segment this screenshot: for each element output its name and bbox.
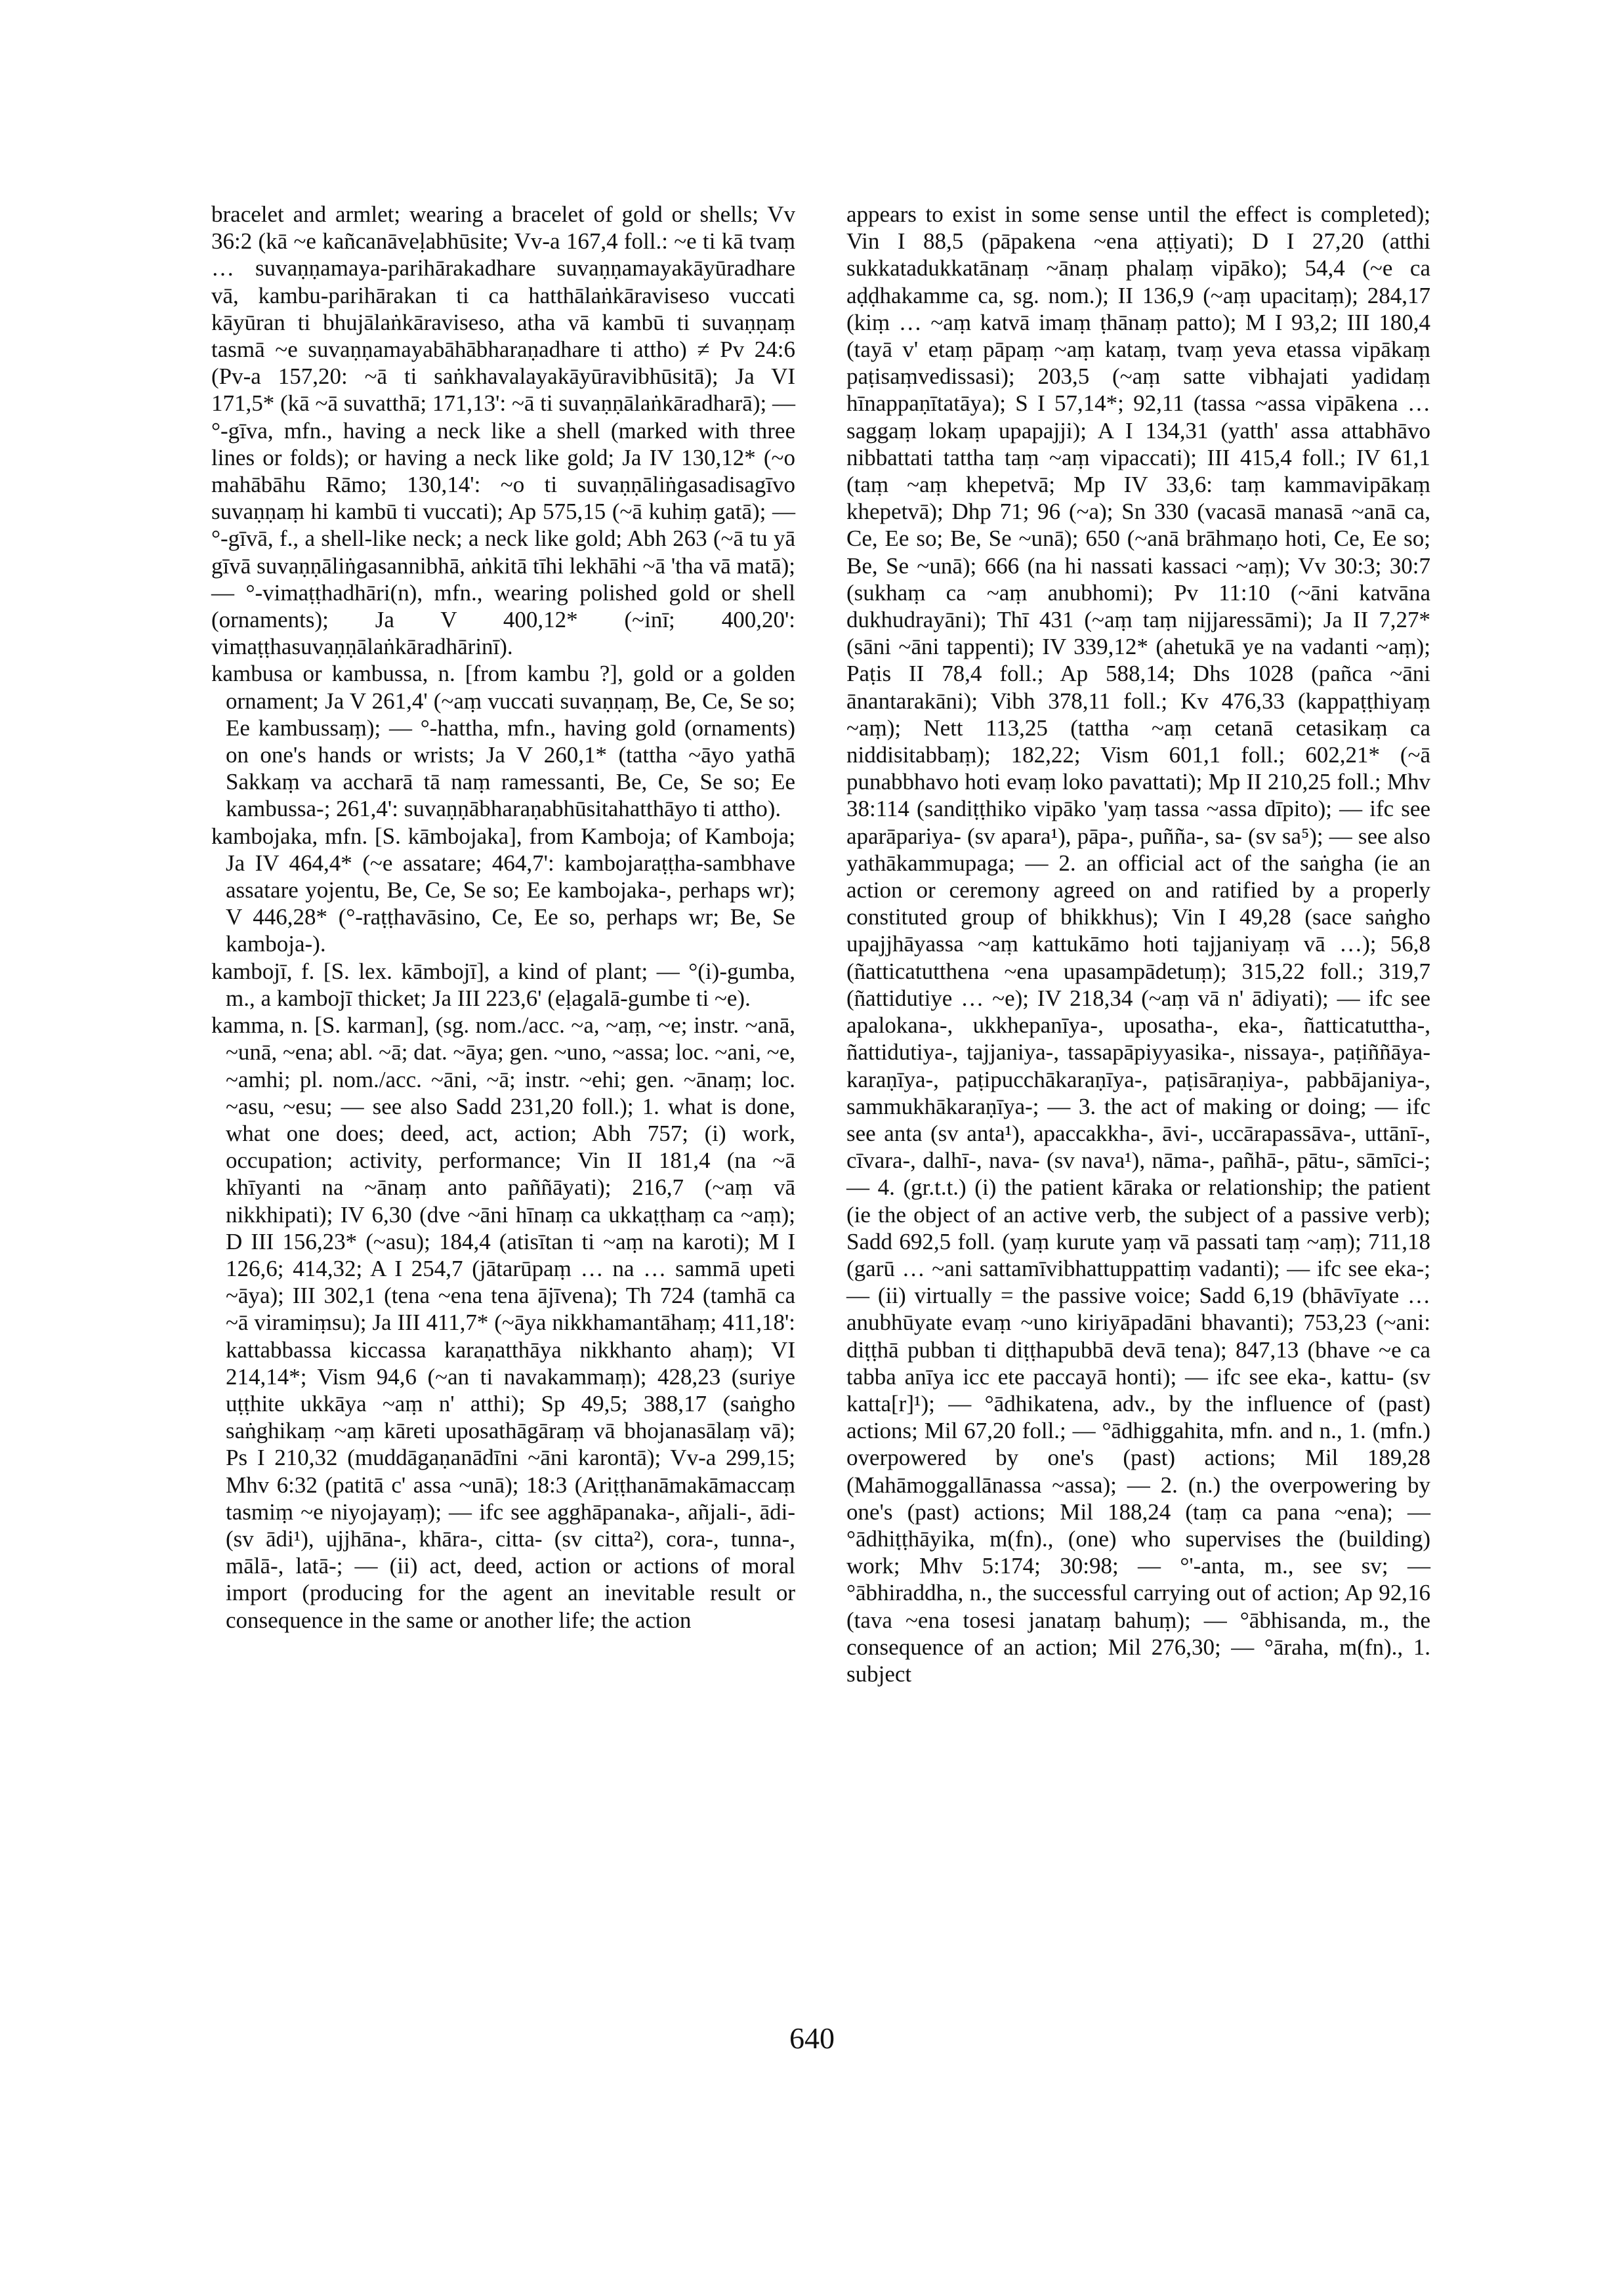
dictionary-entry-kambusa: kambusa or kambussa, n. [from kambu ?], gold or a golden ornament; Ja V 261,4' (~aṃ vuccati suvaṇṇaṃ, Be, Ce, Se so; Ee kambussaṃ); — °-hattha, mfn., having gold (ornaments) on one's hands or wrists; Ja V 260,1* (tattha ~āyo yathā Sakkaṃ va accharā tā naṃ ramessanti, Be, Ce, Se so; Ee kambussa-; 261,4': suvaṇṇābharaṇabhūsitahatthāyo ti attho). — [211, 661, 795, 822]
dictionary-entry-continuation: bracelet and armlet; wearing a bracelet of gold or shells; Vv 36:2 (kā ~e kañcanāveḷabhūsite; Vv-a 167,4 foll.: ~e ti kā tvaṃ … suvaṇṇamaya-parihārakadhare suvaṇṇamayakāyūradhare vā, kambu-parihārakan ti ca hatthālaṅkāraviseso vuccati kāyūran ti bhujālaṅkāraviseso, atha vā kambū ti suvaṇṇaṃ tasmā ~e suvaṇṇamayabāhābharaṇadhare ti attho) ≠ Pv 24:6 (Pv-a 157,20: ~ā ti saṅkhavalayakāyūravibhūsitā); Ja VI 171,5* (kā ~ā suvatthā; 171,13': ~ā ti suvaṇṇālaṅkāradharā); — °-gīva, mfn., having a neck like a shell (marked with three lines or folds); or having a neck like gold; Ja IV 130,12* (~o mahābāhu Rāmo; 130,14': ~o ti suvaṇṇāliṅgasadisagīvo suvaṇṇaṃ hi kambū ti vuccati); Ap 575,15 (~ā kuhiṃ gatā); — °-gīvā, f., a shell-like neck; a neck like gold; Abh 263 (~ā tu yā gīvā suvaṇṇāliṅgasannibhā, aṅkitā tīhi lekhāhi ~ā 'tha vā matā); — °-vimaṭṭhadhāri(n), mfn., wearing polished gold or shell (ornaments); Ja V 400,12* (~inī; 400,20': vimaṭṭhasuvaṇṇālaṅkāradhārinī). — [211, 201, 795, 660]
dictionary-entry-kambojaka: kambojaka, mfn. [S. kāmbojaka], from Kamboja; of Kamboja; Ja IV 464,4* (~e assatare; 464,7': kambojaraṭṭha-sambhave assatare yojentu, Be, Ce, Se so; Ee kambojaka-, perhaps wr); V 446,28* (°-raṭṭhavāsino, Ce, Ee so, perhaps wr; Be, Se kamboja-). — [211, 823, 795, 957]
dictionary-entry-kamma: kamma, n. [S. karman], (sg. nom./acc. ~a, ~aṃ, ~e; instr. ~anā, ~unā, ~ena; abl. ~ā; dat. ~āya; gen. ~uno, ~assa; loc. ~ani, ~e, ~amhi; pl. nom./acc. ~āni, ~ā; instr. ~ehi; gen. ~ānaṃ; loc. ~asu, ~esu; — see also Sadd 231,20 foll.); 1. what is done, what one does; deed, act, action; Abh 757; (i) work, occupation; activity, performance; Vin II 181,4 (na ~ā khīyanti na ~ānaṃ anto paññāyati); 216,7 (~aṃ vā nikkhipati); IV 6,30 (dve ~āni hīnaṃ ca ukkaṭṭhaṃ ca ~aṃ); D III 156,23* (~asu); 184,4 (atisītan ti ~aṃ na karoti); M I 126,6; 414,32; A I 254,7 (jātarūpaṃ … na … sammā upeti ~āya); III 302,1 (tena ~ena tena ājīvena); Th 724 (tamhā ca ~ā viramiṃsu); Ja III 411,7* (~āya nikkhamantāhaṃ; 411,18': kattabbassa kiccassa karaṇatthāya nikkhanto ahaṃ); VI 214,14*; Vism 94,6 (~an ti navakammaṃ); 428,23 (suriye uṭṭhite ukkāya ~aṃ n' atthi); Sp 49,5; 388,17 (saṅgho saṅghikaṃ ~aṃ kāreti uposathāgāraṃ vā bhojanasālaṃ vā); Ps I 210,32 (muddāgaṇanādīni ~āni karontā); Vv-a 299,15; Mhv 6:32 (patitā c' assa ~unā); 18:3 (Ariṭṭhanāmakāmaccaṃ tasmiṃ ~e niyojayaṃ); — ifc see agghāpanaka-, añjali-, ādi- (sv ādi¹), ujjhāna-, khāra-, citta- (sv citta²), cora-, tunna-, mālā-, latā-; — (ii) act, deed, action or actions of moral import (producing for the agent an inevitable result or consequence in the same or another life; the action — [211, 1012, 795, 1633]
page-number: 640 — [789, 2021, 835, 2055]
dictionary-entry-kamma-continued: appears to exist in some sense until the effect is completed); Vin I 88,5 (pāpakena ~ena aṭṭiyati); D I 27,20 (atthi sukkatadukkatānaṃ ~ānaṃ phalaṃ vipāko); 54,4 (~e ca aḍḍhakamme ca, sg. nom.); II 136,9 (~aṃ upacitaṃ); 284,17 (kiṃ … ~aṃ katvā imaṃ ṭhānaṃ patto); M I 93,2; III 180,4 (tayā v' etaṃ pāpaṃ ~aṃ kataṃ, tvaṃ yeva etassa vipākaṃ paṭisaṃvedissasi); 203,5 (~aṃ satte vibhajati yadidaṃ hīnappaṇītatāya); S I 57,14*; 92,11 (tassa ~assa vipākena … saggaṃ lokaṃ upapajji); A I 134,31 (yatth' assa attabhāvo nibbattati tattha taṃ ~aṃ vipaccati); III 415,4 foll.; IV 61,1 (taṃ ~aṃ khepetvā; Mp IV 33,6: taṃ kammavipākaṃ khepetvā); Dhp 71; 96 (~a); Sn 330 (vacasā manasā ~anā ca, Ce, Ee so; Be, Se ~unā); 650 (~anā brāhmaṇo hoti, Ce, Ee so; Be, Se ~unā); 666 (na hi nassati kassaci ~aṃ); Vv 30:3; 30:7 (sukhaṃ ca ~aṃ anubhomi); Pv 11:10 (~āni katvāna dukhudrayāni); Thī 431 (~aṃ taṃ nijjaressāmi); Ja II 7,27* (sāni ~āni tappenti); IV 339,12* (ahetukā ye na vadanti ~aṃ); Paṭis II 78,4 foll.; Ap 588,14; Dhs 1028 (pañca ~āni ānantarakāni); Vibh 378,11 foll.; Kv 476,33 (kappaṭṭhiyaṃ ~aṃ); Nett 113,25 (tattha ~aṃ cetanā cetasikaṃ ca niddisitabbaṃ); 182,22; Vism 601,1 foll.; 602,21* (~ā punabbhavo hoti evaṃ loko pavattati); Mp II 210,25 foll.; Mhv 38:114 (sandiṭṭhiko vipāko 'yaṃ tassa ~assa dīpito); — ifc see aparāpariya- (sv apara¹), pāpa-, puñña-, sa- (sv sa⁵); — see also yathākammupaga; — 2. an official act of the saṅgha (ie an action or ceremony agreed on and ratified by a properly constituted group of bhikkhus); Vin I 49,28 (sace saṅgho upajjhāyassa ~aṃ kattukāmo hoti tajjaniyaṃ vā …); 56,8 (ñatticatutthena ~ena upasampādetuṃ); 315,22 foll.; 319,7 (ñattidutiye … ~e); IV 218,34 (~aṃ vā n' ādiyati); — ifc see apalokana-, ukkhepanīya-, uposatha-, eka-, ñatticatuttha-, ñattidutiya-, tajjaniya-, tassapāpiyyasika-, nissaya-, paṭiññāya-karaṇīya-, paṭipucchākaraṇīya-, paṭisāraṇiya-, pabbājaniya-, sammukhākaraṇīya-; — 3. the act of making or doing; — ifc see anta (sv anta¹), apaccakkha-, āvi-, uccārapassāva-, uttānī-, cīvara-, dalhī-, nava- (sv nava¹), nāma-, pañhā-, pātu-, sāmīci-; — 4. (gr.t.t.) (i) the patient kāraka or relationship; the patient (ie the object of an active verb, the subject of a passive verb); Sadd 692,5 foll. (yaṃ kurute yaṃ vā passati taṃ ~aṃ); 711,18 (garū … ~ani sattamīvibhattuppattiṃ vadanti); — ifc see eka-; — (ii) virtually = the passive voice; Sadd 6,19 (bhāvīyate … anubhūyate evaṃ ~uno kiriyāpadāni bhavanti); 753,23 (~ani: diṭṭhā pubban ti diṭṭhapubbā devā tena); 847,13 (bhave ~e ca tabba anīya icc ete paccayā honti); — ifc see eka-, kattu- (sv katta[r]¹); — °ādhikatena, adv., by the influence of (past) actions; Mil 67,20 foll.; — °ādhiggahita, mfn. and n., 1. (mfn.) overpowered by one's (past) actions; Mil 189,28 (Mahāmoggallānassa ~assa); — 2. (n.) the overpowering by one's (past) actions; Mil 188,24 (taṃ ca pana ~ena); — °ādhiṭṭhāyika, m(fn)., (one) who supervises the (building) work; Mhv 5:174; 30:98; — °'-anta, m., see sv; — °ābhiraddha, n., the successful carrying out of action; Ap 92,16 (tava ~ena tosesi janataṃ bahuṃ); — °ābhisanda, m., the consequence of an action; Mil 276,30; — °āraha, m(fn)., 1. subject — [846, 201, 1430, 1687]
left-column — [211, 201, 795, 1634]
dictionary-entry-kamboji: kambojī, f. [S. lex. kāmbojī], a kind of plant; — °(i)-gumba, m., a kambojī thicket; Ja III 223,6' (eḷagalā-gumbe ti ~e). — [211, 958, 795, 1011]
right-column — [846, 201, 1430, 1687]
